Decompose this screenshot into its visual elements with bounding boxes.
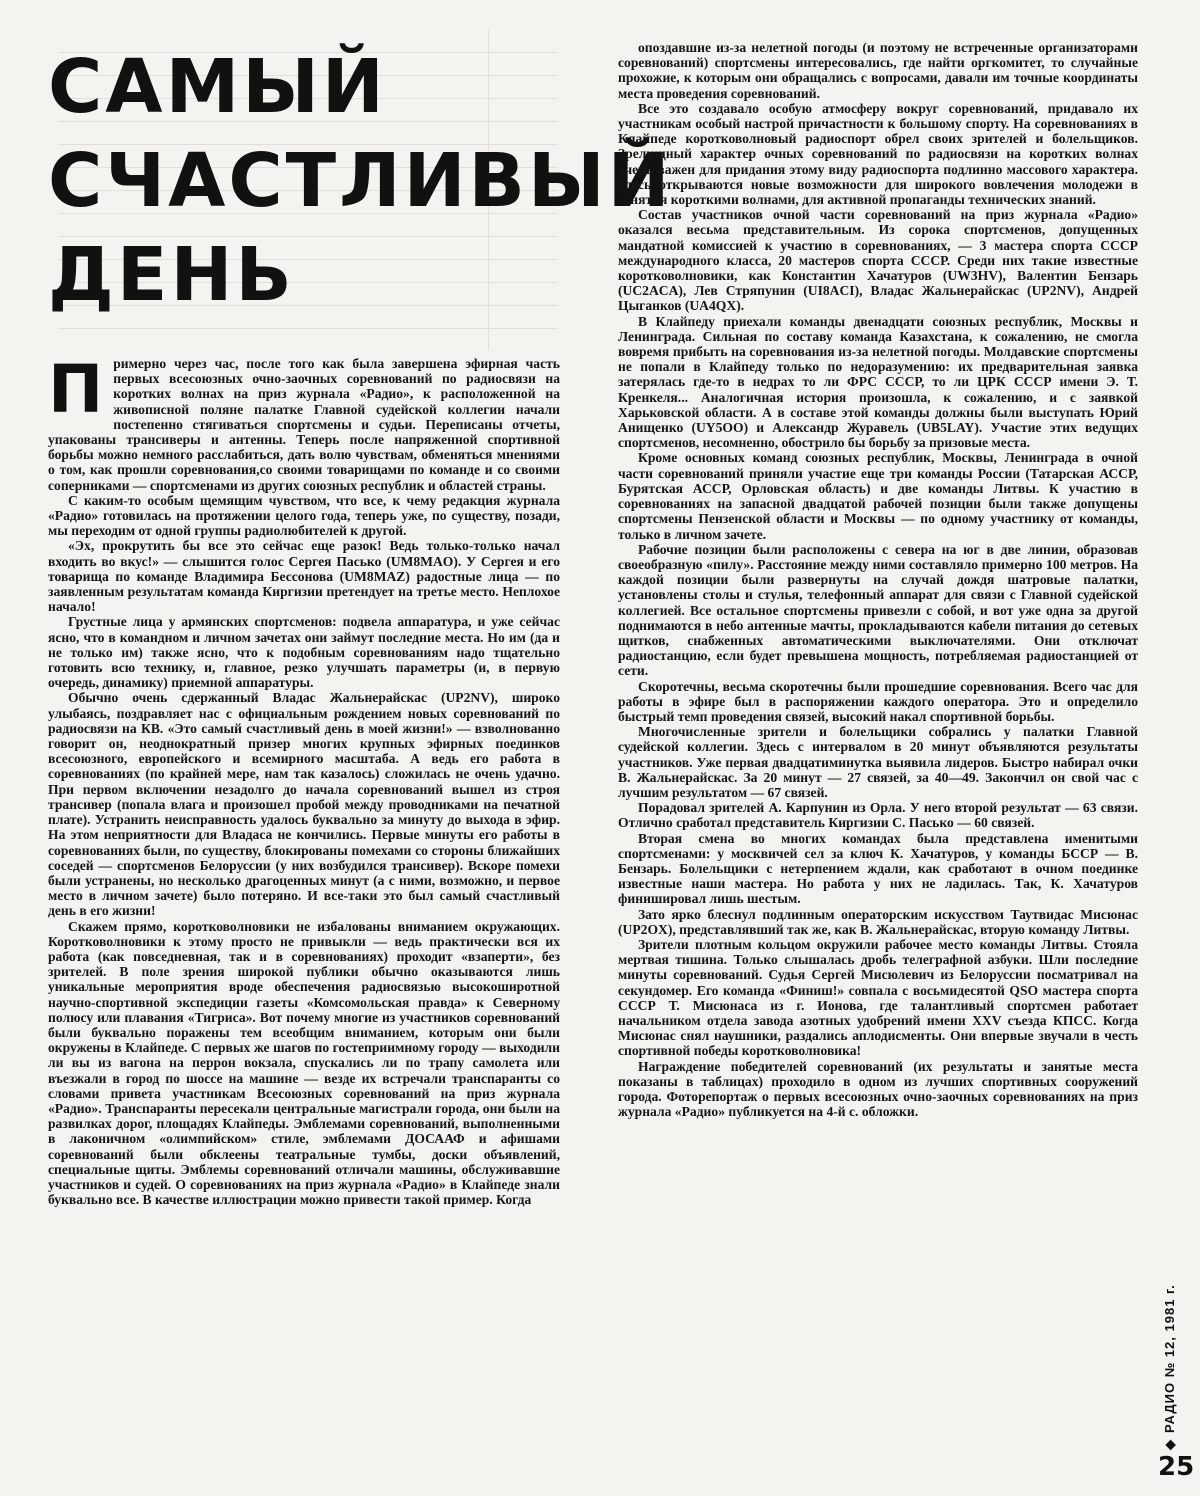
title-line: СЧАСТЛИВЫЙ bbox=[48, 138, 673, 224]
article-title bbox=[48, 40, 673, 322]
article-paragraph: Рабочие позиции были расположены с севера на юг в две линии, образовав своеобразную «пилу». Расстояние между ними составляло примерно 100 метров. На каждой позиции были развернуты на случай дождя шатровые палатки, установлены столы и стулья, телефонный аппарат для связи с Главной судейской коллегией. Все остальное спортсмены привезли с собой, и вот уже одна за другой поднимаются в небо антенные мачты, прокладываются кабели питания до сетевых щитков, снабженных автоматическими выключателями. Они отключат радиостанцию, если будет превышена мощность, потребляемая радиостанцией от сети. bbox=[618, 541, 1138, 679]
title-line: ДЕНЬ bbox=[48, 232, 295, 318]
issue-text: РАДИО № 12, 1981 г. bbox=[1162, 1284, 1177, 1433]
article-paragraph: Скажем прямо, коротковолновики не избалованы вниманием окружающих. Коротковолновики к этому просто не привыкли — ведь практически вся их работа (как повседневная, так и в соревнованиях) проходит «взаперти», без зрителей. В поле зрения широкой публики обычно оказываются лишь уникальные мероприятия вроде обеспечения радиосвязью высокоширотной научно-спортивной экспедиции газеты «Комсомольская правда» к Северному полюсу или плавания «Тигриса». Вот почему многие из участников соревнований были буквально поражены тем всеобщим вниманием, которым они были окружены в Клайпеде. С первых же шагов по гостеприимному городу — выходили ли вы из вагона на перрон вокзала, спускались ли по трапу самолета или въезжали в город по шоссе на машине — везде их встречали транспаранты со словами привета участникам Всесоюзных соревнований на приз журнала «Радио». Транспаранты пересекали центральные магистрали города, они были на развилках дорог, площадях Клайпеды. Эмблемами соревнований, выполненными в лаконичном «олимпийском» стиле, эмблемами ДОСААФ и афишами соревнований были обклеены театральные тумбы, доски объявлений, специальные щиты. Эмблемы соревнований отличали машины, обслуживавшие участников и судей. О соревнованиях на приз журнала «Радио» в Клайпеде знали буквально все. В качестве иллюстрации можно привести такой пример. Когда bbox=[48, 918, 560, 1208]
article-paragraph: В Клайпеду приехали команды двенадцати союзных республик, Москвы и Ленинграда. Сильная по составу команда Казахстана, к сожалению, не смогла вовремя прибыть на соревнования из-за нелетной погоды. Молдавские спортсмены не попали в Клайпеду только по недоразумению: их предварительная заявка затерялась где-то в недрах то ли ФРС СССР, то ли ЦРК СССР имени Э. Т. Кренкеля... Аналогичная история произошла, к сожалению, и с заявкой Харьковской области. А в составе этой команды должны были выступать Юрий Анищенко (UY5OO) и Александр Журавель (UB5LAY). Участие этих ведущих спортсменов, несомненно, обострило бы борьбу за призовые места. bbox=[618, 313, 1138, 451]
article-paragraph: Кроме основных команд союзных республик, Москвы, Ленинграда в очной части соревнований приняли участие еще три команды России (Татарская АССР, Бурятская АССР, Орловская область) и две команды Литвы. К участию в соревнованиях на запасной двадцатой рабочей позиции были также допущены спортсмены Пензенской области и Москвы — по одному участнику от команды, только в личном зачете. bbox=[618, 450, 1138, 542]
article-paragraph: Зато ярко блеснул подлинным операторским искусством Таутвидас Мисюнас (UP2OX), представлявший так же, как В. Жальнерайскас, вторую команду Литвы. bbox=[618, 906, 1138, 937]
drop-cap: П bbox=[48, 356, 104, 428]
article-paragraph: Скоротечны, весьма скоротечны были прошедшие соревнования. Всего час для работы в эфире был в распоряжении каждого оператора. Это и определило быстрый темп проведения связей, высокий накал спортивной борьбы. bbox=[618, 678, 1138, 724]
article-paragraph: Награждение победителей соревнований (их результаты и занятые места показаны в таблицах) проходило в одном из лучших спортивных сооружений города. Фоторепортаж о первых всесоюзных очно-заочных соревнованиях на приз журнала «Радио» публикуется на 4-й с. обложки. bbox=[618, 1058, 1138, 1120]
article-paragraph: Все это создавало особую атмосферу вокруг соревнований, придавало их участникам особый настрой причастности к большому спорту. На соревнованиях в Клайпеде коротковолновый радиоспорт обрел своих зрителей и болельщиков. Зрелищный характер очных соревнований по радиосвязи на коротких волнах очень важен для придания этому виду радиоспорта подлинно массового характера. Здесь открываются новые возможности для широкого вовлечения молодежи в занятия короткими волнами, для активной пропаганды технических знаний. bbox=[618, 100, 1138, 208]
diamond-icon: ◆ bbox=[1162, 1439, 1177, 1450]
article-paragraph: «Эх, прокрутить бы все это сейчас еще разок! Ведь только-только начал входить во вкус!» — слышится голос Сергея Пасько (UM8MAO). У Сергея и его товарища по команде Владимира Бессонова (UM8MAZ) радостные лица — по заявленным результатам команда Киргизии претендует на третье место. Неплохое начало! bbox=[48, 538, 560, 615]
article-paragraph: Обычно очень сдержанный Владас Жальнерайскас (UP2NV), широко улыбаясь, поздравляет нас с официальным рождением новых соревнований по радиосвязи на КВ. «Это самый счастливый день в моей жизни!» — взволнованно говорит он, неоднократный призер многих крупных эфирных поединков всесоюзного, европейского и всемирного масштаба. А ведь его работа в соревнованиях (по крайней мере, нам так казалось) сложилась не очень удачно. При первом включении незадолго до начала соревнований вышел из строя трансивер (попала влага и произошел пробой между проводниками на печатной плате). Устранить неисправность удалось буквально за минуту до выхода в эфир. На этом неприятности для Владаса не кончились. Первые минуты его работы в соревнованиях были, по существу, блокированы помехами со стороны ближайших соседей — спортсменов Белоруссии (у них возбудился трансивер). Вскоре помехи были устранены, но несколько драгоценных минут (а с ними, возможно, и первое место в личном зачете) было потеряно. И все-таки это был самый счастливый день в его жизни! bbox=[48, 690, 560, 919]
article-paragraph bbox=[48, 356, 560, 493]
article-paragraph: Зрители плотным кольцом окружили рабочее место команды Литвы. Стояла мертвая тишина. Только слышалась дробь телеграфной азбуки. Шли последние минуты соревнований. Судья Сергей Мисюлевич из Белоруссии посматривал на секундомер. Его команда «Финиш!» совпала с восьмидесятой QSO мастера спорта СССР Т. Мисюнаса из г. Ионова, где талантливый спортсмен работает начальником отдела завода азотных удобрений имени XXV съезда КПСС. Когда Мисюнас снял наушники, раздались аплодисменты. Они впервые звучали в честь спортивной победы коротковолновика! bbox=[618, 936, 1138, 1059]
article-paragraph: Многочисленные зрители и болельщики собрались у палатки Главной судейской коллегии. Здесь с интервалом в 20 минут объявляются результаты участников. Уже первая двадцатиминутка выявила лидеров. Быстро набирал очки В. Жальнерайскас. За 20 минут — 27 связей, за 40—49. Закончил он свой час с лучшим результатом — 67 связей. bbox=[618, 724, 1138, 800]
article-paragraph: Вторая смена во многих командах была представлена именитыми спортсменами: у москвичей сел за ключ К. Хачатуров, у команды БССР — В. Бензарь. Болельщики с нетерпением ждали, как сработают в очном поединке известные наши мастера. Но работа у них не ладилась. Так, К. Хачатуров финишировал лишь шестым. bbox=[618, 830, 1138, 907]
article-paragraph: Грустные лица у армянских спортсменов: подвела аппаратура, и уже сейчас ясно, что в командном и личном зачетах они займут последние места. Но им (да и не только им) также ясно, что к подобным соревнованиям надо тщательно готовить всю технику, и, главное, резко улучшать параметры (и, в первую очередь, динамику) приемной аппаратуры. bbox=[48, 614, 560, 691]
article-paragraph: Состав участников очной части соревнований на приз журнала «Радио» оказался весьма представительным. Из сорока спортсменов, допущенных мандатной комиссией к участию в соревнованиях, — 3 мастера спорта СССР международного класса, 20 мастеров спорта СССР. Среди них такие известные коротковолновики, как Константин Хачатуров (UW3HV), Валентин Бензарь (UC2ACA), Лев Стряпунин (UI8ACI), Владас Жальнерайскас (UP2NV), Андрей Цыганков (UA4QX). bbox=[618, 207, 1138, 314]
article-paragraph: Порадовал зрителей А. Карпунин из Орла. У него второй результат — 63 связи. Отлично сработал представитель Киргизии С. Пасько — 60 связей. bbox=[618, 800, 1138, 831]
article-column-left bbox=[48, 356, 560, 1486]
paragraph-text: римерно через час, после того как была завершена эфирная часть первых всесоюзных очно-заочных соревнований по радиосвязи на коротких волнах на приз журнала «Радио», к расположенной на живописной поляне палатке Главной судейской коллегии начали постепенно стягиваться спортсмены и судьи. Переписаны отчеты, упакованы трансиверы и антенны. Теперь после напряженной спортивной борьбы можно немного расслабиться, дать волю чувствам, обменяться мнениями о том, как прошли соревнования,со своими товарищами по команде и со своими соперниками — спортсменами из других союзных республик и областей страны. bbox=[48, 356, 560, 493]
article-paragraph: С каким-то особым щемящим чувством, что все, к чему редакция журнала «Радио» готовилась на протяжении целого года, теперь уже, по существу, позади, мы переходим от одной группы радиолюбителей к другой. bbox=[48, 492, 560, 539]
magazine-issue-caption bbox=[1162, 1284, 1178, 1450]
title-line: САМЫЙ bbox=[48, 44, 387, 130]
article-column-right bbox=[618, 40, 1138, 1486]
page-number: 25 bbox=[1158, 1452, 1195, 1482]
article-paragraph: опоздавшие из-за нелетной погоды (и поэтому не встреченные организаторами соревнований) спортсмены интересовались, где найти оргкомитет, то случайные прохожие, к которым они обращались с вопросами, давали им точные координаты места проведения соревнований. bbox=[618, 40, 1138, 101]
